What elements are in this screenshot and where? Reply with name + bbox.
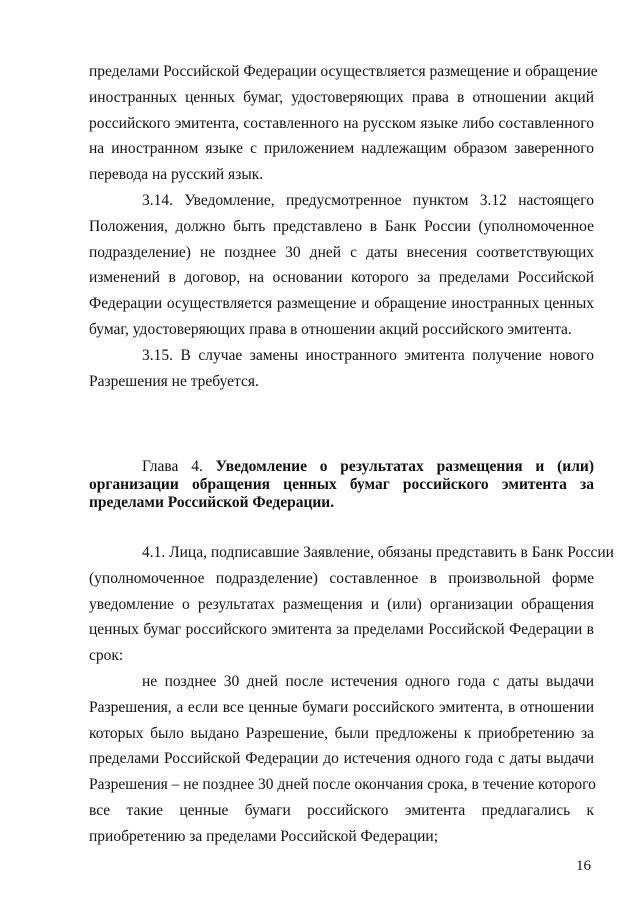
text-line: на иностранном языке с приложением надлежащим образом заверенного: [89, 140, 594, 158]
text-line: ценных бумаг российского эмитента за пределами Российской Федерации в: [89, 621, 594, 639]
text-line: бумаг, удостоверяющих права в отношении акций российского эмитента.: [89, 320, 572, 338]
text-line: не позднее 30 дней после истечения одного года с даты выдачи: [142, 673, 594, 690]
text-line: российского эмитента, составленного на русском языке либо составленного: [89, 114, 594, 132]
text-line: изменений в договор, на основании которого за пределами Российской: [89, 269, 594, 287]
paragraph-4-1: [89, 540, 614, 669]
paragraph-deadline: [89, 669, 594, 850]
text-line: 3.14. Уведомление, предусмотренное пунктом 3.12 настоящего: [142, 192, 594, 209]
chapter-4-heading: [89, 458, 594, 512]
text-line: Разрешения, а если все ценные бумаги российского эмитента, в отношении: [89, 698, 594, 716]
text-line: Разрешения не требуется.: [89, 372, 259, 390]
paragraph-3-13-continuation: [89, 59, 598, 188]
text-line: (уполномоченное подразделение) составленное в произвольной форме: [89, 569, 594, 587]
text-line: Положения, должно быть представлено в Банк России (уполномоченное: [89, 217, 594, 235]
text-line: 3.15. В случае замены иностранного эмитента получение нового: [142, 347, 594, 364]
chapter-heading-line: [89, 476, 594, 494]
chapter-heading-line: [89, 458, 594, 476]
text-line: которых было выдано Разрешение, были предложены к приобретению за: [89, 724, 594, 742]
text-line: срок:: [89, 647, 124, 665]
text-line: иностранных ценных бумаг, удостоверяющих права в отношении акций: [89, 88, 594, 106]
chapter-title-end: .: [330, 494, 335, 511]
text-line: пределами Российской Федерации до истечения одного года с даты выдачи: [89, 750, 594, 768]
chapter-title-part: Уведомление о результатах размещения и (или): [215, 458, 595, 475]
text-line: уведомление о результатах размещения и (или) организации обращения: [89, 595, 594, 613]
paragraph-3-15: [89, 343, 594, 395]
page-number: 16: [576, 858, 591, 874]
text-line: Федерации осуществляется размещение и обращение иностранных ценных: [89, 295, 594, 313]
chapter-number: Глава 4.: [142, 458, 203, 475]
chapter-title-part: организации обращения ценных бумаг российского эмитента за: [89, 476, 594, 493]
chapter-heading-line: [89, 494, 594, 512]
text-line: 4.1. Лица, подписавшие Заявление, обязаны представить в Банк России: [142, 544, 614, 561]
text-line: Разрешения – не позднее 30 дней после окончания срока, в течение которого: [89, 776, 596, 794]
text-line: перевода на русский язык.: [89, 166, 264, 184]
chapter-title-part: пределами Российской Федерации: [89, 494, 331, 511]
text-line: все такие ценные бумаги российского эмитента предлагались к: [89, 801, 594, 819]
text-line: подразделение) не позднее 30 дней с даты внесения соответствующих: [89, 243, 594, 261]
paragraph-3-14: [89, 188, 594, 343]
text-line: пределами Российской Федерации осуществляется размещение и обращение: [89, 63, 598, 80]
text-line: приобретению за пределами Российской Федерации;: [89, 827, 439, 845]
